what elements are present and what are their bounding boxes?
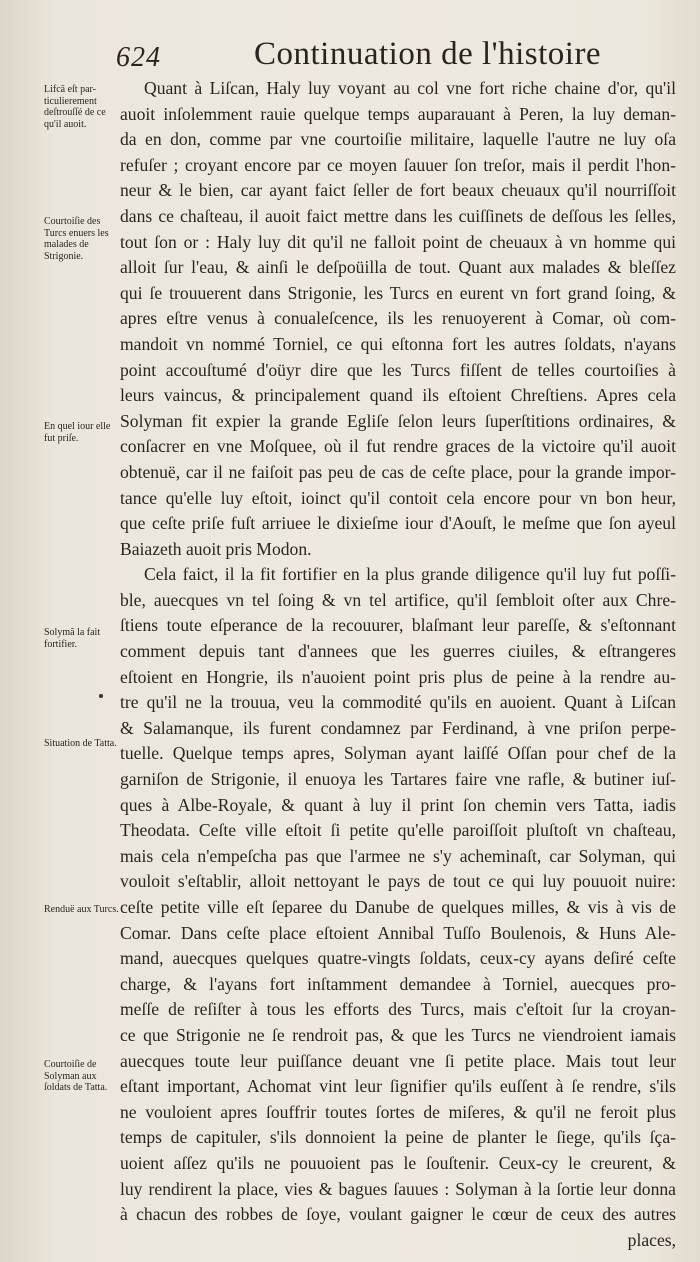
text-line: da en don, comme par vne courtoiſie militaire, laquelle l'autre ne luy oſa [120, 129, 676, 150]
text-line: Theodata. Ceſte ville eſtoit ſi petite qu'elle paroiſſoit pluſtoſt vn chaſteau, [120, 820, 676, 841]
text-line: Solyman fit expier la grande Egliſe ſelon leurs ſuperſtitions ordinaires, & [120, 410, 676, 431]
text-line: auoit inſolemment rauie quelque temps auparauant à Peren, la luy deman- [120, 103, 676, 124]
ink-dot [99, 694, 103, 698]
page-number: 624 [116, 42, 161, 73]
text-line: conſacrer en vne Moſquee, où il fut rendre graces de la victoire qu'il auoit [120, 436, 676, 457]
text-line: Comar. Dans ceſte place eſtoient Annibal Tuſſo Boulenois, & Huns Ale- [120, 922, 676, 943]
text-line: leurs vaincus, & principalement quand ils eſtoient Chreſtiens. Apres cela [120, 385, 676, 406]
catchword: places, [627, 1229, 676, 1250]
running-title: Continuation de l'histoire [254, 36, 602, 72]
text-line: tout ſon or : Haly luy dit qu'il ne falloit point de cheuaux à vn homme qui [120, 231, 676, 252]
margin-note: Renduë aux Turcs. [44, 904, 119, 915]
text-line: Cela faict, il la fit fortifier en la plus grande diligence qu'il luy fut poſſi- [144, 564, 676, 585]
text-line: à chacun des robbes de ſoye, voulant gaigner le cœur de ceux des autres [120, 1204, 676, 1225]
text-line: tuelle. Quelque temps apres, Solyman ayant laiſſé Oſſan pour chef de la [120, 743, 676, 764]
text-line: ne vouloient apres ſouffrir toutes ſortes de miſeres, & qu'il ne feroit plus [120, 1101, 676, 1122]
margin-note: Courtoiſie des Turcs enuers les malades de Strigonie. [44, 216, 109, 262]
text-line: qui ſe trouuerent dans Strigonie, les Turcs en eurent vn fort grand ſoing, & [120, 282, 676, 303]
text-line: refuſer ; croyant encore par ce moyen ſauuer ſon treſor, mais il perdit l'hon- [120, 154, 676, 175]
text-line: obtenuë, car il ne faiſoit pas peu de cas de ceſte place, pour la grande impor- [120, 461, 676, 482]
text-line: ceſte petite ville eſt ſeparee du Danube de quelques milles, & vis à vis de [120, 897, 676, 917]
text-line: vouloit s'eſtablir, alloit nettoyant le pays de tout ce qui luy pouuoit nuire: [120, 871, 676, 892]
text-line: dans ce chaſteau, il auoit faict mettre dans les cuiſſinets de deſſous les ſelles, [120, 205, 676, 226]
text-line: mand, auecques quelques quatre-vingts ſoldats, ceux-cy ayans deſiré ceſte [120, 948, 676, 969]
text-line: apres eſtre venus à conualeſcence, ils les renuoyerent à Comar, où com- [120, 308, 676, 329]
text-line: uoient aſſez qu'ils ne pouuoient pas le ſouſtenir. Ceux-cy le creurent, & [120, 1152, 676, 1173]
text-line: mandoit vn nommé Torniel, ce qui eſtonna fort les autres ſoldats, n'ayans [120, 333, 676, 354]
text-line: eſtant important, Achomat vint leur ſignifier qu'ils euſſent à ſe rendre, s'ils [120, 1076, 676, 1097]
text-line: ſtiens toute eſperance de la recouurer, blaſmant leur pareſſe, & s'eſtonnant [120, 615, 676, 636]
text-line: alloit ſur l'eau, & ainſi le deſpoüilla de tout. Quant aux malades & bleſſez [120, 257, 676, 278]
text-line: Quant à Liſcan, Haly luy voyant au col vne fort riche chaine d'or, qu'il [144, 78, 676, 98]
margin-notes [0, 0, 130, 1262]
margin-note: En quel iour elle fut priſe. [44, 421, 111, 444]
margin-note: Situation de Tatta. [44, 738, 117, 749]
text-line: luy rendirent la place, vies & bagues ſauues : Solyman à la ſortie leur donna [120, 1178, 676, 1199]
text-line: ques à Albe-Royale, & quant à luy il print ſon chemin vers Tatta, iadis [120, 794, 676, 815]
text-line: mais cela n'empeſcha pas que l'armee ne s'y acheminaſt, car Solyman, qui [120, 845, 676, 866]
text-line: charge, & l'ayans fort inſtamment demandee à Torniel, auecques pro- [120, 973, 676, 994]
margin-note: Solymã la fait fortifier. [44, 627, 101, 650]
text-line: Baiazeth auoit pris Modon. [120, 538, 312, 559]
body-text [120, 76, 676, 1253]
margin-note: Lifcã eſt par-ticulierement deſtrouſſé de ce qu'il auoit. [44, 84, 106, 130]
text-line: meſſe de reſiſter à tous les efforts des Turcs, mais c'eſtoit ſur la croyan- [120, 999, 676, 1020]
margin-note: Courtoiſie de Solyman aux ſoldats de Tatta. [44, 1059, 108, 1093]
text-line: tance qu'elle luy eſtoit, ioinct qu'il contoit cela encore pour vn bon heur, [120, 487, 676, 508]
text-line: ble, auecques vn tel ſoing & vn tel artifice, qu'il ſembloit oſter aux Chre- [120, 589, 676, 610]
text-line: comment depuis tant d'annees que les guerres ciuiles, & eſtrangeres [120, 641, 676, 662]
text-line: neur & le bien, car ayant faict ſeller de fort beaux cheuaux qu'il nourriſſoit [120, 180, 676, 201]
text-line: que ceſte priſe fuſt arriuee le dixieſme iour d'Aouſt, le meſme que ſon ayeul [120, 513, 676, 534]
text-line: garniſon de Strigonie, il enuoya les Tartares faire vne rafle, & butiner iuſ- [120, 769, 676, 790]
text-line: tre qu'il ne la trouua, veu la commodité qu'ils en auoient. Quant à Liſcan [120, 692, 676, 713]
text-line: eſtoient en Hongrie, ils n'auoient point pris plus de peine à la rendre au- [120, 666, 676, 687]
text-line: point accouſtumé d'oüyr dire que les Turcs fiſſent de telles courtoiſies à [120, 359, 676, 380]
text-line: auecques toute leur puiſſance deuant vne ſi petite place. Mais tout leur [120, 1050, 676, 1071]
text-line: temps de capituler, s'ils donnoient la peine de planter le ſiege, qu'ils ſça- [120, 1127, 676, 1148]
text-line: & Salamanque, ils furent condamnez par Ferdinand, à vne priſon perpe- [120, 717, 676, 738]
text-line: ce que Strigonie ne ſe rendroit pas, & que les Turcs ne viendroient iamais [120, 1024, 676, 1045]
